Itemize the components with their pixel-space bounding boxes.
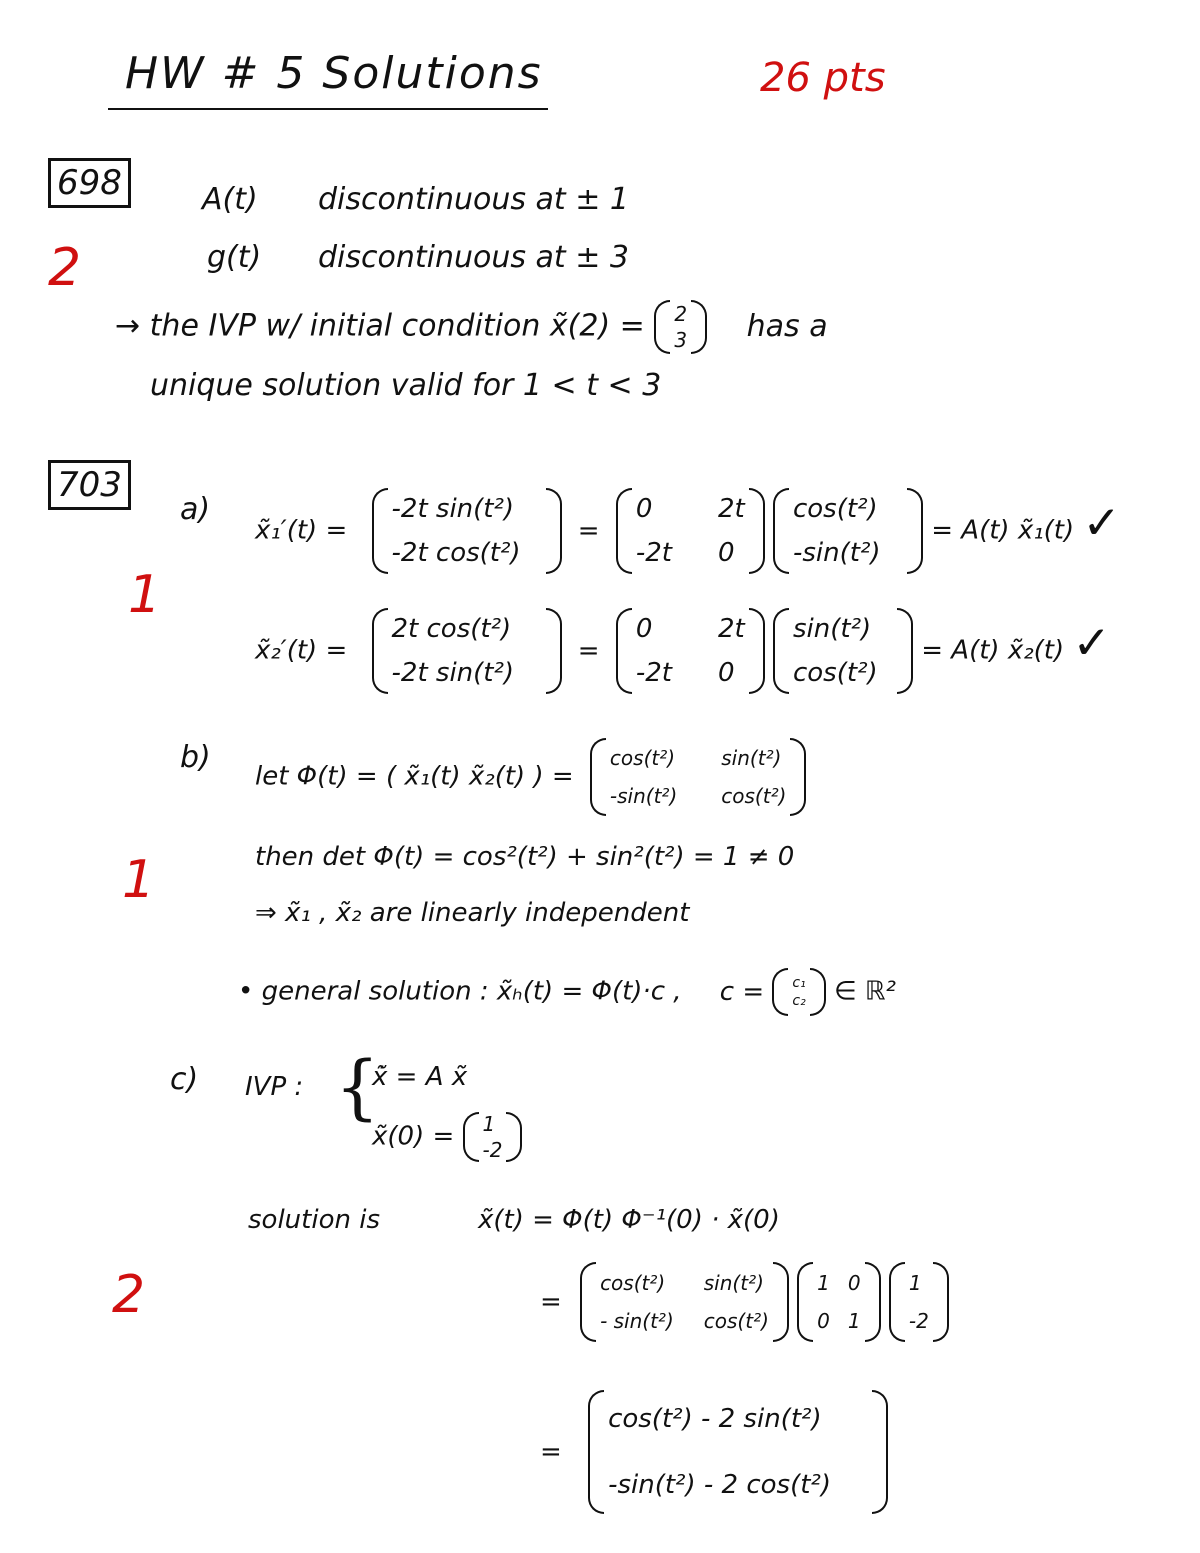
part-a-label: a) <box>180 492 211 527</box>
p698-line3-text: → the IVP w/ initial condition x̃(2) = <box>115 308 645 344</box>
matrix-entry: sin(t²) <box>703 1271 764 1295</box>
matrix-entry: cos(t²) <box>703 1309 769 1333</box>
vector-entry: -2t sin(t²) <box>391 658 515 688</box>
solution-formula: x̃(t) = Φ(t) Φ⁻¹(0) · x̃(0) <box>478 1205 780 1235</box>
vector-entry: 2 <box>674 302 688 326</box>
vector-entry: c₁ <box>792 975 806 991</box>
p698-initial-vector <box>654 300 707 354</box>
x1-prime-vector <box>372 488 562 574</box>
part-b-label: b) <box>180 740 211 775</box>
part-b-independent: ⇒ x̃₁ , x̃₂ are linearly independent <box>255 898 690 928</box>
ivp-eq2 <box>372 1110 522 1164</box>
x1-vector <box>773 488 923 574</box>
solution-label: solution is <box>248 1205 380 1235</box>
matrix-entry: -2t <box>635 658 672 688</box>
part-a-row2 <box>255 608 1111 694</box>
p698-line2-left: g(t) <box>207 240 262 275</box>
equals-sign: = <box>577 635 600 666</box>
p698-line2-right: discontinuous at ± 3 <box>318 240 629 275</box>
vector-entry: cos(t²) <box>792 494 878 524</box>
ivp-label: IVP : <box>245 1072 304 1102</box>
vector-entry: 2t cos(t²) <box>391 614 512 644</box>
matrix-entry: 0 <box>717 538 735 568</box>
general-solution-text: • general solution : x̃ₕ(t) = Φ(t)·c , <box>238 976 682 1007</box>
ivp-initial-label: x̃(0) = <box>372 1121 455 1152</box>
c-vector <box>772 968 825 1016</box>
problem-698-label: 698 <box>48 158 131 208</box>
matrix-entry: 1 <box>847 1309 861 1333</box>
matrix-entry: 0 <box>817 1309 830 1333</box>
x2-prime-lhs: x̃₂′(t) = <box>255 635 348 666</box>
problem-703-label: 703 <box>48 460 131 510</box>
phi-definition: let Φ(t) = ( x̃₁(t) x̃₂(t) ) = <box>255 761 574 792</box>
part-b-let <box>255 738 806 816</box>
matrix-entry: cos(t²) <box>600 1271 666 1295</box>
x2-rhs: = A(t) x̃₂(t) <box>921 635 1065 666</box>
phi-t-matrix <box>580 1262 789 1342</box>
a-matrix-1 <box>616 488 765 574</box>
matrix-entry: 0 <box>635 494 653 524</box>
matrix-entry: 0 <box>635 614 653 644</box>
p698-line3-tail: has a <box>746 308 828 344</box>
vector-entry: -sin(t²) <box>792 538 881 568</box>
page-title: HW # 5 Solutions <box>125 48 543 99</box>
part-a-row1 <box>255 488 1121 574</box>
total-points: 26 pts <box>760 55 886 101</box>
matrix-entry: 2t <box>717 614 745 644</box>
vector-entry: 3 <box>674 328 688 352</box>
vector-entry: c₂ <box>792 993 806 1009</box>
matrix-entry: - sin(t²) <box>600 1309 674 1333</box>
checkmark-icon: ✓ <box>1082 495 1121 550</box>
matrix-entry: cos(t²) <box>721 784 787 808</box>
part-c-label: c) <box>170 1062 199 1097</box>
vector-entry: cos(t²) - 2 sin(t²) <box>608 1404 822 1434</box>
vector-entry: -2 <box>908 1309 929 1333</box>
part-c-score: 2 <box>112 1265 146 1325</box>
p698-line1-left: A(t) <box>202 182 258 217</box>
vector-entry: 1 <box>482 1112 496 1136</box>
x2-prime-vector <box>372 608 562 694</box>
initial-vector <box>889 1262 949 1342</box>
matrix-entry: 1 <box>817 1271 830 1295</box>
equals-sign: = <box>540 1436 562 1467</box>
equals-sign: = <box>577 515 600 546</box>
ivp-brace: { <box>335 1046 380 1128</box>
ivp-initial-vector <box>463 1110 523 1164</box>
equals-sign: = <box>540 1286 562 1317</box>
final-vector <box>588 1390 888 1514</box>
vector-entry: -2 <box>482 1138 503 1162</box>
vector-entry: -2t cos(t²) <box>391 538 521 568</box>
x1-rhs: = A(t) x̃₁(t) <box>931 515 1075 546</box>
vector-entry: cos(t²) <box>792 658 878 688</box>
checkmark-icon: ✓ <box>1072 615 1111 670</box>
ivp-eq1: x̃̇ = A x̃ <box>372 1062 468 1092</box>
a-matrix-2 <box>616 608 765 694</box>
p698-line4: unique solution valid for 1 < t < 3 <box>150 368 662 403</box>
matrix-entry: sin(t²) <box>721 746 782 770</box>
c-label: c = <box>719 976 765 1007</box>
vector-entry: -sin(t²) - 2 cos(t²) <box>608 1470 831 1500</box>
matrix-entry: 2t <box>717 494 745 524</box>
x2-vector <box>773 608 913 694</box>
c-domain: ∈ ℝ² <box>834 976 896 1007</box>
title-underline <box>108 108 548 110</box>
matrix-entry: 0 <box>717 658 735 688</box>
final-solution <box>540 1390 888 1514</box>
matrix-entry: 0 <box>847 1271 861 1295</box>
vector-entry: -2t sin(t²) <box>391 494 515 524</box>
phi-matrix <box>590 738 806 816</box>
p698-line3 <box>115 300 828 354</box>
vector-entry: 1 <box>908 1271 922 1295</box>
part-b-score: 1 <box>122 850 156 910</box>
x1-prime-lhs: x̃₁′(t) = <box>255 515 348 546</box>
part-b-det: then det Φ(t) = cos²(t²) + sin²(t²) = 1 ≠ 0 <box>255 842 795 872</box>
identity-matrix <box>797 1262 880 1342</box>
part-a-score: 1 <box>128 565 162 625</box>
solution-product <box>540 1262 949 1342</box>
part-b-general <box>238 968 896 1016</box>
vector-entry: sin(t²) <box>792 614 872 644</box>
problem-698-score: 2 <box>48 238 82 298</box>
matrix-entry: -2t <box>635 538 672 568</box>
p698-line1-right: discontinuous at ± 1 <box>318 182 629 217</box>
matrix-entry: cos(t²) <box>609 746 676 770</box>
matrix-entry: -sin(t²) <box>609 784 678 808</box>
